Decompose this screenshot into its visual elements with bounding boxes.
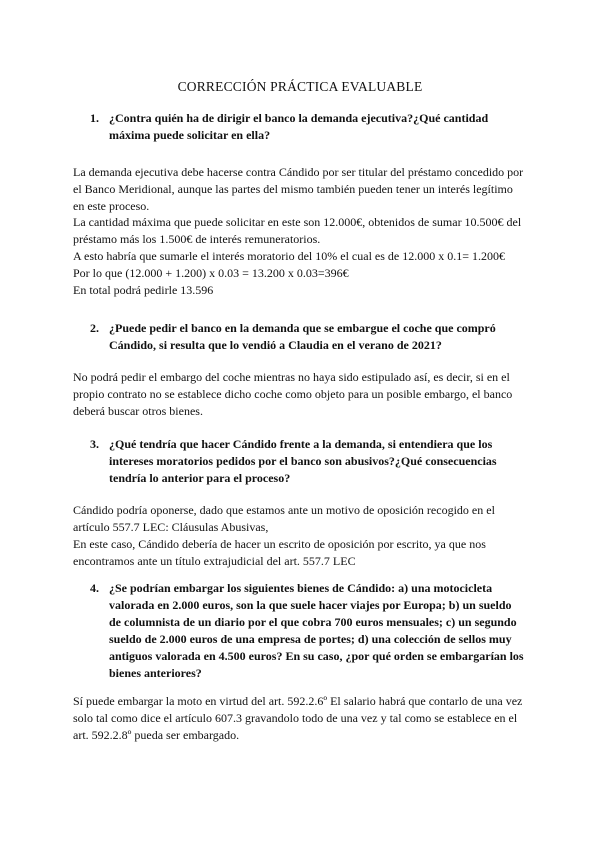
question-text bbox=[109, 436, 510, 487]
answer-line: Por lo que (12.000 + 1.200) x 0.03 = 13.200 x 0.03=396€ bbox=[73, 266, 349, 280]
answer-line: A esto habría que sumarle el interés moratorio del 10% el cual es de 12.000 x 0.1= 1.200€ bbox=[73, 249, 505, 263]
question-line: bienes anteriores? bbox=[109, 666, 202, 680]
question-number: 3. bbox=[90, 437, 99, 451]
question-number: 1. bbox=[90, 111, 99, 125]
answer-1-paragraph-3 bbox=[73, 248, 533, 299]
answer-line: en este proceso. bbox=[73, 199, 150, 213]
answer-line: artículo 557.7 LEC: Cláusulas Abusivas, bbox=[73, 520, 269, 534]
answer-line: encontramos ante un título extrajudicial del art. 557.7 LEC bbox=[73, 554, 356, 568]
question-line: ¿Se podrían embargar los siguientes bienes de Cándido: a) una motocicleta bbox=[109, 581, 493, 595]
answer-line: La demanda ejecutiva debe hacerse contra Cándido por ser titular del préstamo concedido por bbox=[73, 165, 524, 179]
answer-line: préstamo más los 1.500€ de interés remuneratorios. bbox=[73, 232, 321, 246]
question-line: ¿Contra quién ha de dirigir el banco la demanda ejecutiva?¿Qué cantidad bbox=[109, 111, 489, 125]
answer-1-paragraph-1 bbox=[73, 164, 533, 215]
question-line: máxima puede solicitar en ella? bbox=[109, 128, 271, 142]
answer-line: Sí puede embargar la moto en virtud del art. 592.2.6º El salario habrá que contarlo de una vez bbox=[73, 694, 523, 708]
answer-3-paragraph-1 bbox=[73, 502, 533, 570]
question-number: 4. bbox=[90, 581, 99, 595]
question-2 bbox=[90, 320, 510, 354]
question-line: intereses moratorios pedidos por el banco son abusivos?¿Qué consecuencias bbox=[109, 454, 497, 468]
question-line: tendría lo anterior para el proceso? bbox=[109, 471, 291, 485]
answer-2-paragraph-1 bbox=[73, 369, 533, 420]
question-line: antiguos valorada en 4.500 euros? En su caso, ¿por qué orden se embargarían los bbox=[109, 649, 524, 663]
answer-line: deberá buscar otros bienes. bbox=[73, 404, 203, 418]
answer-line: No podrá pedir el embargo del coche mientras no haya sido estipulado así, es decir, si en el bbox=[73, 370, 510, 384]
question-4 bbox=[90, 580, 524, 682]
question-line: ¿Puede pedir el banco en la demanda que se embargue el coche que compró bbox=[109, 321, 496, 335]
question-line: Cándido, si resulta que lo vendió a Claudia en el verano de 2021? bbox=[109, 338, 442, 352]
question-line: sueldo de 2.000 euros de una empresa de portes; d) una colección de sellos muy bbox=[109, 632, 512, 646]
document-title: CORRECCIÓN PRÁCTICA EVALUABLE bbox=[177, 79, 423, 94]
question-line: valorada en 2.000 euros, son la que suele hacer viajes por Europa; b) un sueldo bbox=[109, 598, 512, 612]
answer-line: el Banco Meridional, aunque las partes del mismo también pueden tener un interés legítimo bbox=[73, 182, 513, 196]
answer-1-paragraph-2 bbox=[73, 214, 533, 248]
answer-line: solo tal como dice el artículo 607.3 gravandolo todo de una vez y tal como se establece en el bbox=[73, 711, 518, 725]
question-text bbox=[109, 110, 510, 144]
answer-line: En este caso, Cándido debería de hacer un escrito de oposición por escrito, ya que nos bbox=[73, 537, 486, 551]
answer-line: La cantidad máxima que puede solicitar en este son 12.000€, obtenidos de sumar 10.500€ del bbox=[73, 215, 522, 229]
question-text bbox=[109, 580, 524, 682]
question-line: de columnista de un diario por el que cobra 700 euros mensuales; c) un segundo bbox=[109, 615, 517, 629]
answer-line: Cándido podría oponerse, dado que estamos ante un motivo de oposición recogido en el bbox=[73, 503, 495, 517]
answer-line: propio contrato no se establece dicho coche como objeto para un posible embargo, el banco bbox=[73, 387, 513, 401]
answer-line: art. 592.2.8º pueda ser embargado. bbox=[73, 728, 240, 742]
question-3 bbox=[90, 436, 510, 487]
question-line: ¿Qué tendría que hacer Cándido frente a la demanda, si entendiera que los bbox=[109, 437, 493, 451]
question-text bbox=[109, 320, 510, 354]
question-number: 2. bbox=[90, 321, 99, 335]
answer-4-paragraph-1 bbox=[73, 693, 533, 744]
question-1 bbox=[90, 110, 510, 144]
answer-line: En total podrá pedirle 13.596 bbox=[73, 283, 214, 297]
